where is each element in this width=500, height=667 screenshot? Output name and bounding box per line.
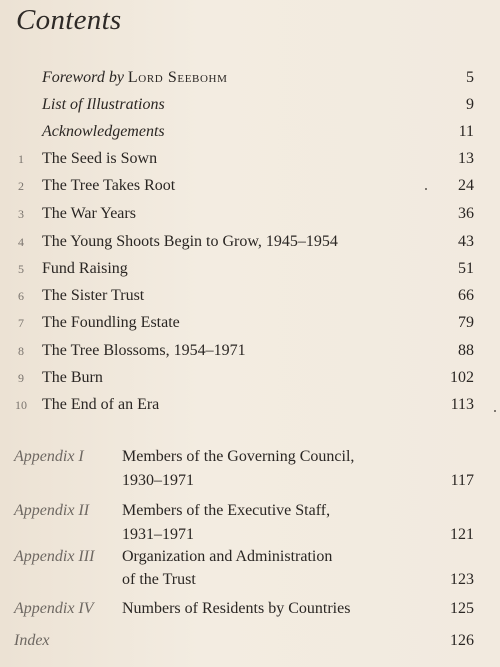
chapter-title: The Foundling Estate [42,314,180,331]
toc-page-number: 113 [450,396,474,413]
chapter-title: The War Years [42,205,136,222]
toc-index [0,630,500,652]
appendix-title-continued: 1931–1971 [122,526,194,543]
chapter-title: The Tree Takes Root [42,177,176,194]
chapter-title: Fund Raising [42,260,128,277]
chapter-number: 10 [15,398,27,412]
chapter-number: 1 [18,152,24,166]
toc-page-number: 125 [450,600,474,617]
chapter-title: The Tree Blossoms, 1954–1971 [42,342,246,359]
toc-page-number: 79 [458,314,474,331]
toc-page-number: 102 [450,369,474,386]
chapter-title: The End of an Era [42,396,160,413]
toc-page-number: 9 [466,96,474,113]
toc-page-number: 5 [466,69,474,86]
toc-chapter [0,394,500,416]
toc-page-number: 36 [458,205,474,222]
toc-chapter [0,340,500,362]
toc-page-number: 24 [458,177,474,194]
toc-entry-illustrations [0,94,500,116]
toc-chapter [0,312,500,334]
appendix-label: Appendix I [14,448,84,465]
appendix-label: Appendix II [14,502,90,519]
toc-page-number: 66 [458,287,474,304]
appendix-title: Members of the Executive Staff, [122,502,331,519]
appendix-title-continued: of the Trust [122,571,196,588]
appendix-title-continued: 1930–1971 [122,472,194,489]
chapter-number: 9 [18,371,24,385]
appendix-title: Members of the Governing Council, [122,448,355,465]
toc-page-number: 13 [458,150,474,167]
appendix-label: Appendix IV [14,600,94,617]
toc-page-number: 88 [458,342,474,359]
toc-page-number: 126 [450,632,474,649]
chapter-title: The Sister Trust [42,287,145,304]
toc-entry-foreword [0,67,500,89]
chapter-number: 2 [18,179,24,193]
toc-chapter [0,175,500,197]
toc-chapter [0,203,500,225]
toc-entry-acknowledgements [0,121,500,143]
page-title: Contents [16,4,122,36]
toc-chapter [0,148,500,170]
toc-page-number: 123 [450,571,474,588]
chapter-number: 5 [18,262,24,276]
toc-page-number: 117 [450,472,474,489]
toc-page-number: 121 [450,526,474,543]
chapter-title: The Burn [42,369,103,386]
chapter-number: 8 [18,344,24,358]
toc-entry-title: List of Illustrations [42,96,165,113]
index-label: Index [14,632,50,649]
appendix-title: Numbers of Residents by Countries [122,600,351,617]
toc-chapter [0,367,500,389]
appendix-label: Appendix III [14,548,95,565]
chapter-number: 4 [18,235,24,249]
chapter-number: 3 [18,207,24,221]
toc-entry-title: Foreword by Lord Seebohm [42,69,228,86]
toc-chapter [0,258,500,280]
toc-entry-title: Acknowledgements [42,123,165,140]
chapter-title: The Seed is Sown [42,150,158,167]
toc-page-number: 11 [458,123,474,140]
print-speck [494,410,496,412]
toc-chapter [0,285,500,307]
chapter-number: 6 [18,289,24,303]
chapter-number: 7 [18,316,24,330]
toc-chapter [0,231,500,253]
appendix-title: Organization and Administration [122,548,333,565]
print-speck [425,188,427,190]
toc-page-number: 51 [458,260,474,277]
toc-appendix [0,598,500,620]
chapter-title: The Young Shoots Begin to Grow, 1945–1954 [42,233,338,250]
toc-page-number: 43 [458,233,474,250]
